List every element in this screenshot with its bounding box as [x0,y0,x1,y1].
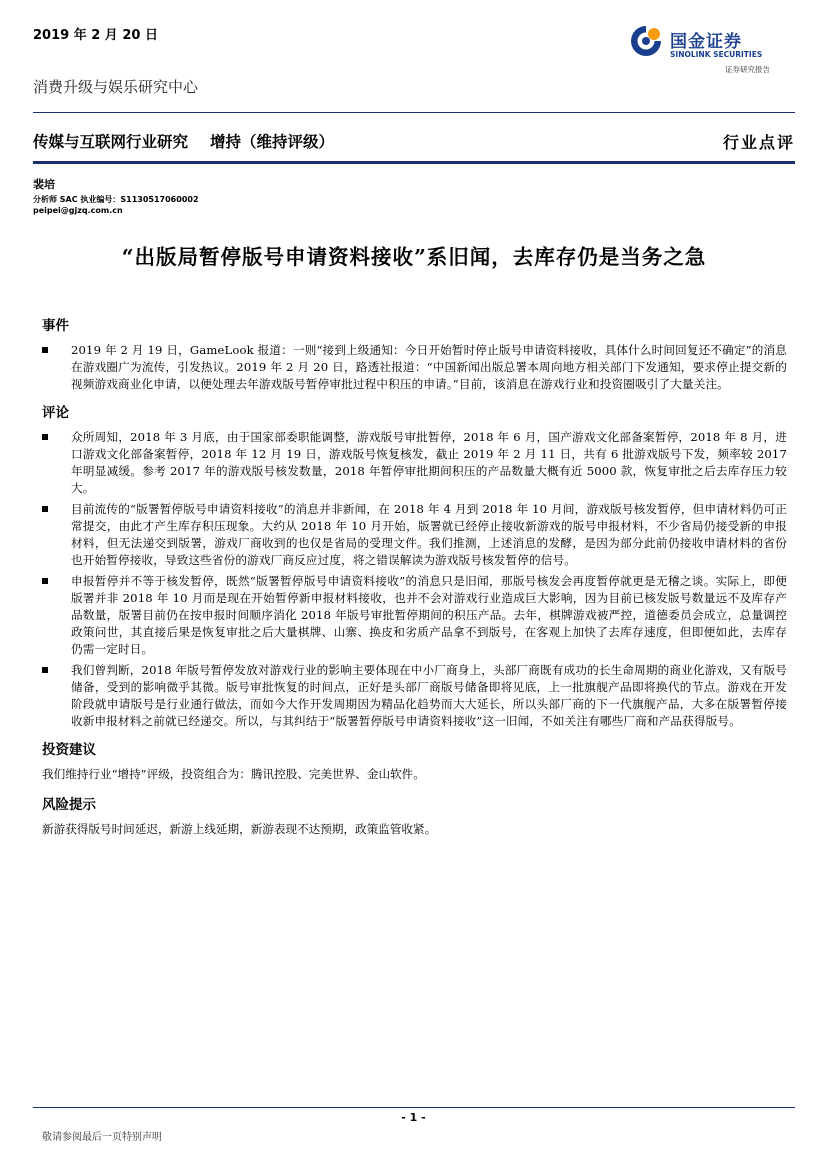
footer-divider [33,1107,795,1108]
page-number: - 1 - [401,1111,426,1124]
logo-english-name: SINOLINK SECURITIES [670,50,763,59]
header-divider-top [33,112,795,113]
analyst-cert: 分析师 SAC 执业编号：S1130517060002 [33,195,199,204]
comment-paragraph: 我们曾判断，2018 年版号暂停发放对游戏行业的影响主要体现在中小厂商身上，头部厂商既有成功的长生命周期的商业化游戏，又有版号储备，受到的影响微乎其微。版号审批恢复的时间点，正好是头部厂商版号储备即将见底，上一批旗舰产品即将换代的节点。游戏在开发阶段就申请版号是行业通行做法，而如今大作开发周期因为精品化趋势而大大延长，所以头部厂商的下一代旗舰产品，大多在版署暂停接收新申报材料之前就已经递交。所以，与其纠结于“版署暂停版号申请资料接收”这一旧闻，不如关注有哪些厂商和产品获得版号。 [71,663,787,728]
bullet-square-icon [42,573,71,658]
bullet-square-icon [42,342,71,393]
rating-label: 增持（维持评级） [210,133,335,151]
bullet-square-icon [42,429,71,497]
section-heading-event: 事件 [42,318,69,334]
section-heading-risk: 风险提示 [42,797,96,813]
analyst-email[interactable]: peipei@gjzq.com.cn [33,206,123,215]
section-heading-invest: 投资建议 [42,742,96,758]
list-item [42,429,787,497]
sinolink-logo-icon [630,25,662,57]
report-title: “出版局暂停版号申请资料接收”系旧闻，去库存仍是当务之急 [121,245,707,269]
invest-paragraph: 我们维持行业“增持”评级，投资组合为：腾讯控股、完美世界、金山软件。 [42,767,425,781]
bullet-square-icon [42,662,71,730]
risk-paragraph: 新游获得版号时间延迟，新游上线延期，新游表现不达预期，政策监管收紧。 [42,822,437,836]
report-type: 行业点评 [722,133,795,152]
industry-name: 传媒与互联网行业研究 [33,133,189,151]
event-paragraph: 2019 年 2 月 19 日，GameLook 报道：一则“接到上级通知：今日开始暂时停止版号申请资料接收，具体什么时间回复还不确定”的消息在游戏圈广为流传，引发热议。2019 年 2 月 20 日，路透社报道：“中国新闻出版总署本周向地方相关部门下发通知，要求停止提交新的视频游戏商业化申请，以便处理去年游戏版号暂停审批过程中积压的申请。”目前，该消息在游戏行业和投资圈吸引了大量关注。 [71,343,787,391]
list-item [42,662,787,730]
report-date: 2019 年 2 月 20 日 [33,28,158,43]
logo-subtitle: 证券研究报告 [725,65,770,74]
logo-chinese-name: 国金证券 [670,32,742,52]
list-item [42,573,787,658]
research-center: 消费升级与娱乐研究中心 [33,78,199,96]
section-heading-comment: 评论 [42,405,69,421]
header-divider-bottom [33,161,795,164]
bullet-square-icon [42,501,71,569]
report-body [42,318,787,844]
disclaimer-note: 敬请参阅最后一页特别声明 [42,1132,162,1143]
comment-paragraph: 众所周知，2018 年 3 月底，由于国家部委职能调整，游戏版号审批暂停，2018 年 6 月，国产游戏文化部备案暂停，2018 年 8 月，进口游戏文化部备案暂停，2018 年 12 月 19 日，游戏版号恢复核发，截止 2019 年 2 月 11 日，共有 6 批游戏版号下发，频率较 2017 年明显减缓。参考 2017 年的游戏版号核发数量，2018 年暂停审批期间积压的产品数量大概有近 5000 款，恢复审批之后去库存压力较大。 [71,430,787,495]
list-item [42,342,787,393]
sinolink-logo [630,22,800,78]
analyst-name: 裴培 [33,178,55,191]
list-item [42,501,787,569]
comment-paragraph: 申报暂停并不等于核发暂停，既然“版署暂停版号申请资料接收”的消息只是旧闻，那版号核发会再度暂停就更是无稽之谈。实际上，即便版署并非 2018 年 10 月而是现在开始暂停新申报材料接收，也并不会对游戏行业造成巨大影响，因为目前已核发版号数量远不及库存产品数量，版署目前仍在按申报时间顺序消化 2018 年版号审批暂停期间的积压产品。去年，棋牌游戏被严控，道德委员会成立，总量调控政策问世，其直接后果是恢复审批之后大量棋牌、山寨、换皮和劣质产品拿不到版号，在客观上加快了去库存速度，但即便如此，去库存仍需一定时日。 [71,574,787,656]
comment-paragraph: 目前流传的“版署暂停版号申请资料接收”的消息并非新闻，在 2018 年 4 月到 2018 年 10 月间，游戏版号核发暂停，但申请材料仍可正常提交，由此才产生库存积压现象。大约从 2018 年 10 月开始，版署就已经停止接收新游戏的版号申报材料，不少省局仍接受新的申报材料，但无法递交到版署，游戏厂商收到的也仅是省局的受理文件。我们推测，上述消息的发酵，是因为部分此前仍接收申请材料的省份也开始暂停接收，导致这些省份的游戏厂商反应过度，将之错误解读为游戏版号核发暂停的信号。 [71,502,787,567]
industry-rating-line [33,130,334,152]
